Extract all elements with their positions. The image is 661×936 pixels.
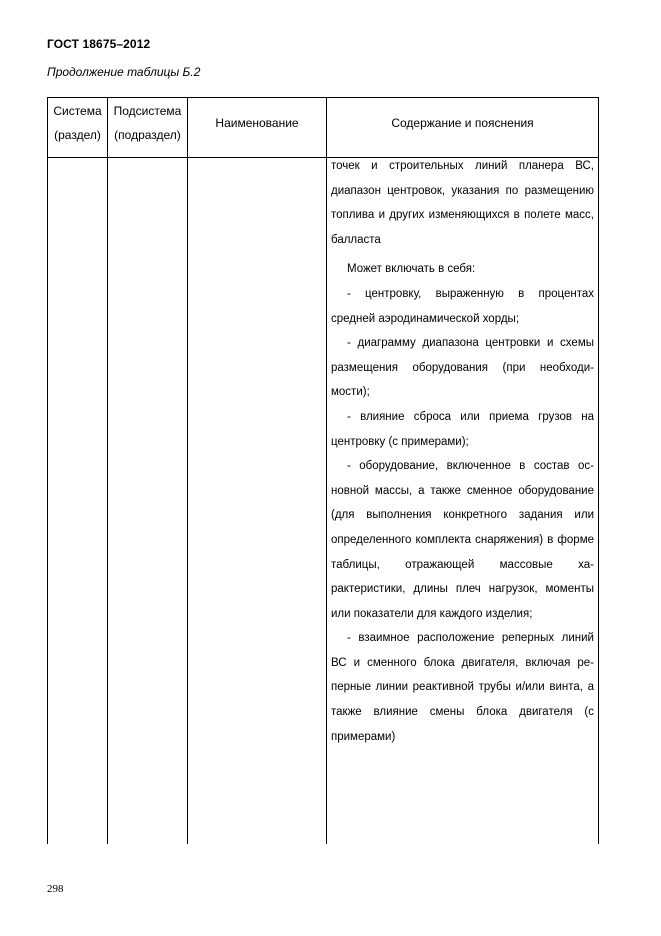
header-subsystem-line2: (подраздел) (114, 128, 181, 142)
header-content: Содержание и пояснения (391, 116, 534, 130)
list-item: - диаграмму диапазона центровки и схемы размещения оборудования (при необходимости); (331, 337, 594, 399)
content-paragraph: Может включать в себя: (347, 263, 476, 276)
list-item: - оборудование, включенное в состав основной массы, а также сменное оборудование (для выполнения конкретного задания или определенного комплекта снаряжения) в форме таблицы, отражающей массовые характеристики, длины плеч нагрузок, моменты или показатели для каждого изделия; (331, 460, 594, 620)
standard-code: ГОСТ 18675–2012 (47, 37, 151, 51)
table-top-border (47, 97, 599, 98)
content-paragraph: точек и строительных линий планера ВС, диапазон центровок, указания по размещению топлива и других изменяющихся в полете масс, балласта (331, 160, 594, 246)
list-item: - центровку, выраженную в процентах средней аэродинамической хорды; (331, 287, 594, 325)
header-subsystem (108, 99, 187, 147)
col-divider-1 (107, 97, 108, 844)
list-item: - влияние сброса или приема грузов на центровку (с примерами); (331, 410, 594, 448)
col-divider-2 (187, 97, 188, 844)
list-item: - взаимное расположение реперных линий ВС и сменного блока двигателя, включая реперные линии реактивной трубы и/или винта, а также влияние смены блока двигателя (с примерами) (331, 632, 594, 743)
content-cell (331, 154, 594, 749)
header-system-line1: Система (53, 104, 102, 118)
page-number: 298 (47, 883, 64, 895)
header-subsystem-line1: Подсистема (113, 104, 182, 118)
table-left-border (47, 97, 48, 844)
table-continuation-label: Продолжение таблицы Б.2 (47, 65, 201, 79)
header-system (48, 99, 107, 147)
header-name: Наименование (215, 116, 299, 130)
col-divider-3 (326, 97, 327, 844)
header-system-line2: (раздел) (54, 128, 101, 142)
table-right-border (598, 97, 599, 844)
